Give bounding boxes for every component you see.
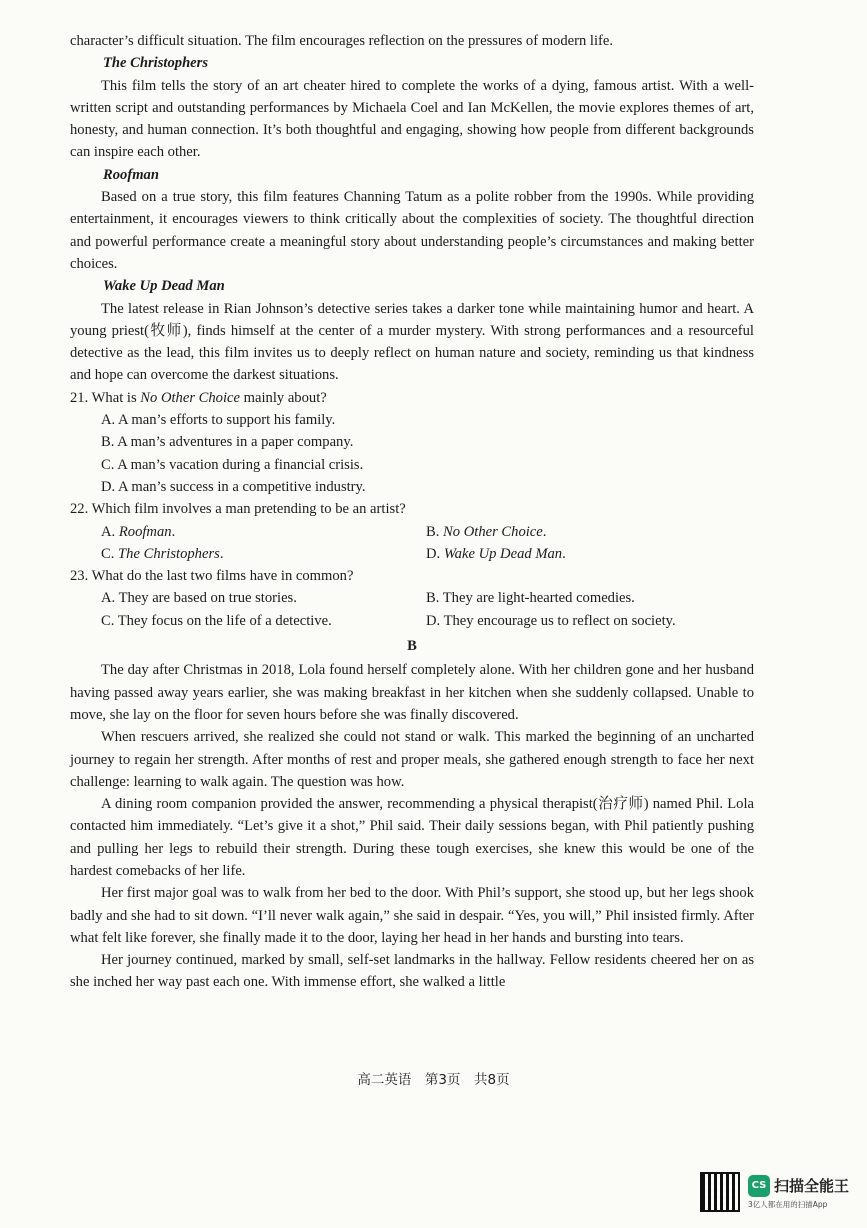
passage-paragraph: Her first major goal was to walk from her bed to the door. With Phil’s support, she stood up, but her legs shook badly and she had to sit down. “I’ll never walk again,” she said in despair. “Yes, you will,” Phil insisted firmly. After what felt like forever, she finally made it to the door, laying her head in her hands and bursting into tears.	[70, 885, 754, 946]
question-stem: mainly about?	[240, 389, 327, 406]
option-end: .	[219, 545, 224, 562]
option-text: Wake Up Dead Man	[443, 545, 563, 562]
option-letter: B.	[426, 523, 440, 540]
option-23-b[interactable]: B. They are light-hearted comedies.	[426, 590, 635, 607]
passage-paragraph: Her journey continued, marked by small, self-set landmarks in the hallway. Fellow residents cheered her on as she inched her way past each one. With immense effort, she walked a little	[70, 952, 754, 991]
scanner-app-name: 扫描全能王	[773, 1177, 849, 1195]
passage-paragraph: A dining room companion provided the answer, recommending a physical therapist(治疗师) named Phil. Lola contacted him immediately. “Let’s give it a shot,” Phil said. Their daily sessions began, with Phil patiently pushing and pulling her legs to rebuild their strength. During these tough exercises, she knew this would be one of the hardest comebacks of her life.	[70, 796, 754, 879]
page-text	[70, 30, 754, 994]
film-title-wake-up-dead-man: Wake Up Dead Man	[103, 278, 225, 295]
option-23-c[interactable]: C. They focus on the life of a detective.	[101, 612, 332, 629]
option-22-b[interactable]	[426, 521, 751, 543]
option-end: .	[171, 523, 176, 540]
qr-code-icon	[700, 1172, 740, 1212]
option-21-b[interactable]: B. A man’s adventures in a paper company.	[101, 434, 354, 451]
film-title-christophers: The Christophers	[103, 55, 209, 72]
option-end: .	[542, 523, 547, 540]
option-letter: A.	[101, 523, 116, 540]
options-row	[101, 543, 754, 565]
intro-tail: character’s difficult situation. The film encourages reflection on the pressures of modern life.	[70, 33, 614, 49]
question-23	[70, 565, 754, 587]
film-body-wake-up-dead-man: The latest release in Rian Johnson’s detective series takes a darker tone while maintaining humor and heart. A young priest(牧师), finds himself at the center of a murder mystery. With strong performances and a resourceful detective as the lead, this film invites us to deeply reflect on human nature and society, reminding us that kindness and hope can overcome the darkest situations.	[70, 300, 754, 384]
option-23-d[interactable]: D. They encourage us to reflect on society.	[426, 612, 676, 629]
scanner-brand	[748, 1175, 849, 1210]
option-23-a[interactable]: A. They are based on true stories.	[101, 590, 297, 607]
passage-paragraph: The day after Christmas in 2018, Lola found herself completely alone. With her children gone and her husband having passed away years earlier, she was making breakfast in her kitchen when she suddenly collapsed. Unable to move, she lay on the floor for seven hours before she was finally discovered.	[70, 662, 754, 723]
cs-logo-icon: CS	[748, 1175, 770, 1197]
option-21-d[interactable]: D. A man’s success in a competitive industry.	[101, 478, 366, 495]
option-text: Roofman	[118, 523, 172, 540]
option-text: No Other Choice	[443, 523, 543, 540]
options-row	[101, 521, 754, 543]
question-22	[70, 498, 754, 520]
options-row	[101, 587, 754, 609]
option-letter: D.	[426, 545, 441, 562]
option-21-c[interactable]: C. A man’s vacation during a financial crisis.	[101, 456, 364, 473]
option-21-a[interactable]: A. A man’s efforts to support his family.	[101, 412, 336, 429]
film-body-christophers: This film tells the story of an art cheater hired to complete the works of a dying, famous artist. With a well-written script and outstanding performances by Michaela Coel and Ian McKellen, the movie explores themes of art, honesty, and human connection. It’s both thoughtful and engaging, showing how people from different backgrounds can inspire each other.	[70, 77, 754, 161]
page-footer: 高二英语 第3页 共8页	[357, 1072, 510, 1088]
question-stem-title: No Other Choice	[140, 389, 240, 406]
scanner-tagline: 3亿人都在用的扫描App	[747, 1199, 828, 1209]
film-title-roofman: Roofman	[103, 166, 159, 183]
question-number: 22.	[70, 501, 89, 518]
option-22-c[interactable]	[101, 543, 426, 565]
question-stem: What do the last two films have in common?	[91, 568, 354, 585]
question-stem: What is	[91, 389, 141, 406]
options-row	[101, 610, 754, 632]
section-heading: B	[407, 638, 417, 655]
passage-paragraph: When rescuers arrived, she realized she could not stand or walk. This marked the beginning of an uncharted journey to regain her strength. After months of rest and proper meals, she gathered enough strength to face her next challenge: learning to walk again. The question was how.	[70, 729, 754, 790]
option-letter: C.	[101, 545, 115, 562]
question-21	[70, 387, 754, 409]
option-22-d[interactable]	[426, 543, 751, 565]
film-body-roofman: Based on a true story, this film features Channing Tatum as a polite robber from the 1990s. While providing entertainment, it encourages viewers to think critically about the complexities of society. The thoughtful direction and powerful performance create a meaningful story about understanding people’s circumstances and making better choices.	[70, 189, 754, 272]
option-22-a[interactable]	[101, 521, 426, 543]
question-number: 21.	[70, 389, 89, 406]
scanner-watermark	[700, 1172, 849, 1212]
option-text: The Christophers	[118, 545, 220, 562]
question-number: 23.	[70, 568, 89, 585]
question-stem: Which film involves a man pretending to be an artist?	[91, 501, 406, 518]
option-end: .	[562, 545, 566, 562]
